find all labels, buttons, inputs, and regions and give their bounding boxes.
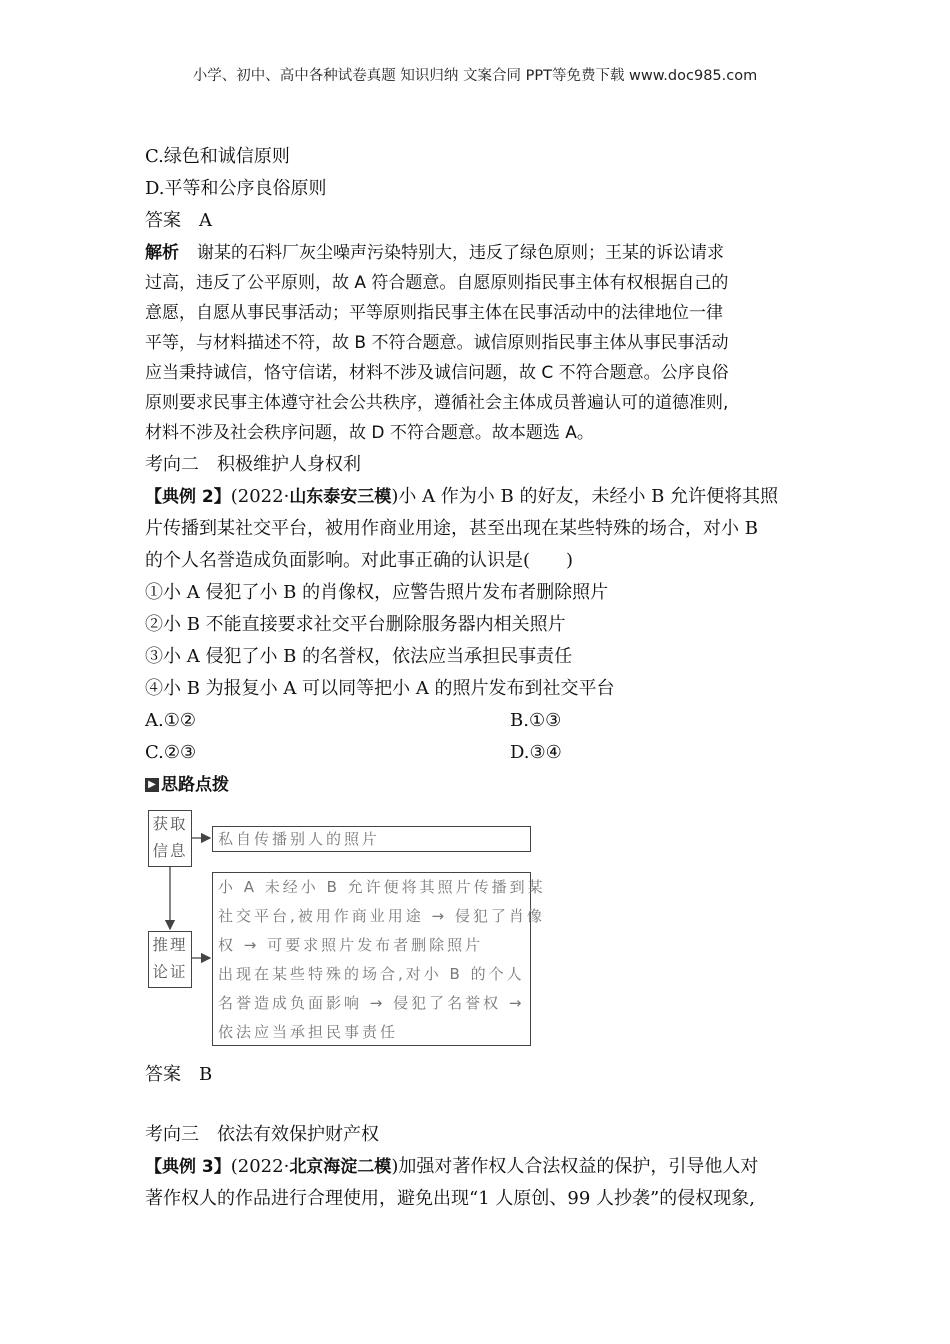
info-text-box: 私自传播别人的照片 bbox=[212, 826, 531, 852]
section-3-heading: 考向三 依法有效保护财产权 bbox=[145, 1124, 379, 1145]
option-c-2: C.②③ bbox=[145, 742, 197, 763]
answer-value: A bbox=[199, 210, 212, 231]
example-3-line-2: 著作权人的作品进行合理使用，避免出现“1 人原创、99 人抄袭”的侵权现象, bbox=[145, 1188, 755, 1209]
example-2-line-1: 【典例 2】(2022·山东泰安三模)小 A 作为小 B 的好友，未经小 B 允许便将其照 bbox=[145, 486, 779, 507]
option-c: C.绿色和诚信原则 bbox=[145, 146, 290, 167]
statement-3: ③小 A 侵犯了小 B 的名誉权，依法应当承担民事责任 bbox=[145, 646, 573, 667]
play-triangle-icon: ▶ bbox=[145, 778, 159, 792]
analysis-line-3: 意愿，自愿从事民事活动；平等原则指民事主体在民事活动中的法律地位一律 bbox=[145, 303, 723, 323]
reason-label-box: 推理 论证 bbox=[148, 931, 192, 988]
example-3-tag: 【典例 3】 bbox=[145, 1157, 231, 1177]
page-header: 小学、初中、高中各种试卷真题 知识归纳 文案合同 PPT等免费下载 www.doc985.com bbox=[192, 68, 758, 84]
reason-text-box: 小 A 未经小 B 允许便将其照片传播到某 社交平台,被用作商业用途 → 侵犯了肖像 权 → 可要求照片发布者删除照片 出现在某些特殊的场合,对小 B 的个人 名誉造成负面影响 → 侵犯了名誉权 → 依法应当承担民事责任 bbox=[212, 872, 531, 1046]
option-a: A.①② bbox=[145, 710, 196, 731]
example-3-source: 北京海淀二模 bbox=[289, 1157, 392, 1177]
info-label-box: 获取 信息 bbox=[148, 810, 192, 867]
analysis-line-4: 平等，与材料描述不符，故 B 不符合题意。诚信原则指民事主体从事民事活动 bbox=[145, 333, 729, 353]
example-2-line-2: 片传播到某社交平台，被用作商业用途，甚至出现在某些特殊的场合，对小 B bbox=[145, 518, 758, 539]
analysis-line-6: 原则要求民事主体遵守社会公共秩序，遵循社会主体成员普遍认可的道德准则, bbox=[145, 393, 729, 413]
example-2-line-3: 的个人名誉造成负面影响。对此事正确的认识是( ) bbox=[145, 550, 574, 571]
analysis-line-7: 材料不涉及社会秩序问题，故 D 不符合题意。故本题选 A。 bbox=[145, 423, 594, 443]
answer-label: 答案 bbox=[145, 210, 181, 231]
option-d-2: D.③④ bbox=[510, 742, 562, 763]
answer-2: 答案 B bbox=[145, 1064, 213, 1085]
analysis-line-5: 应当秉持诚信，恪守信诺，材料不涉及诚信问题，故 C 不符合题意。公序良俗 bbox=[145, 363, 729, 383]
analysis-line-2: 过高，违反了公平原则，故 A 符合题意。自愿原则指民事主体有权根据自己的 bbox=[145, 273, 729, 293]
example-2-tag: 【典例 2】 bbox=[145, 487, 231, 507]
section-2-heading: 考向二 积极维护人身权利 bbox=[145, 454, 361, 475]
statement-2: ②小 B 不能直接要求社交平台删除服务器内相关照片 bbox=[145, 614, 566, 635]
statement-1: ①小 A 侵犯了小 B 的肖像权，应警告照片发布者删除照片 bbox=[145, 582, 609, 603]
analysis-label: 解析 bbox=[145, 243, 179, 263]
option-d: D.平等和公序良俗原则 bbox=[145, 178, 327, 199]
example-3-line-1: 【典例 3】(2022·北京海淀二模)加强对著作权人合法权益的保护，引导他人对 bbox=[145, 1156, 759, 1177]
hint-title: ▶ 思路点拨 bbox=[145, 773, 229, 797]
option-b: B.①③ bbox=[510, 710, 562, 731]
analysis-line-1: 解析 谢某的石料厂灰尘噪声污染特别大，违反了绿色原则；王某的诉讼请求 bbox=[145, 243, 724, 263]
example-2-source: 山东泰安三模 bbox=[289, 487, 392, 507]
statement-4: ④小 B 为报复小 A 可以同等把小 A 的照片发布到社交平台 bbox=[145, 678, 615, 699]
